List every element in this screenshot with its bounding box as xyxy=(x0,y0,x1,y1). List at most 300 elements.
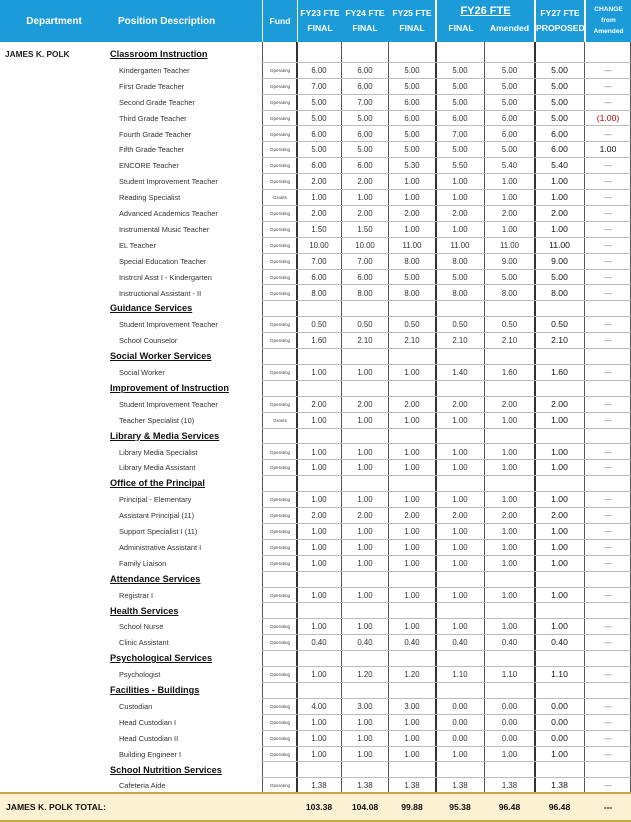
position-label: Third Grade Teacher xyxy=(119,113,187,123)
fund-label: Operating xyxy=(269,672,291,678)
value-fy25: 1.00 xyxy=(404,447,420,457)
position-label: Reading Specialist xyxy=(119,193,181,203)
value-fy27: 1.00 xyxy=(551,494,568,505)
fund-label: Operating xyxy=(269,624,291,630)
header-fund: Fund xyxy=(269,16,291,26)
value-fy25: 1.00 xyxy=(404,368,420,377)
value-change: --- xyxy=(604,463,612,473)
section-row xyxy=(0,47,631,63)
value-fy23: 1.00 xyxy=(311,447,327,457)
value-fy23: 1.00 xyxy=(311,463,327,473)
value-fy26-final: 0.00 xyxy=(452,733,468,743)
total-fy27: 96.48 xyxy=(548,802,571,812)
section-label: Facilities - Buildings xyxy=(110,685,200,695)
value-fy26-amended: 0.00 xyxy=(501,733,518,743)
value-fy25: 1.00 xyxy=(404,224,420,234)
value-fy25: 6.00 xyxy=(404,97,420,107)
position-label: Student Improvement Teacher xyxy=(119,177,218,187)
header-bg-fy27 xyxy=(536,0,584,42)
fund-label: Operating xyxy=(269,242,291,248)
value-fy26-final: 5.00 xyxy=(452,81,468,91)
value-fy24: 1.00 xyxy=(357,558,373,568)
table-row xyxy=(0,79,631,95)
position-label: ENCORE Teacher xyxy=(119,161,179,171)
fund-label: Operating xyxy=(269,99,291,105)
value-change: --- xyxy=(604,733,612,743)
value-fy24: 7.00 xyxy=(357,256,373,266)
value-change: --- xyxy=(604,558,612,568)
value-change: 1.00 xyxy=(599,144,617,155)
table-row xyxy=(0,619,631,635)
value-fy27: 1.60 xyxy=(551,367,568,377)
value-fy27: 1.00 xyxy=(551,589,568,600)
value-fy25: 1.00 xyxy=(404,495,420,505)
value-fy23: 2.00 xyxy=(311,511,327,521)
value-fy26-amended: 2.00 xyxy=(501,511,518,521)
value-fy23: 1.00 xyxy=(311,558,327,568)
table-row xyxy=(0,460,631,476)
header-fy27-bottom: PROPOSED xyxy=(536,23,585,33)
table-row xyxy=(0,190,631,206)
position-label: Custodian xyxy=(119,701,153,711)
position-label: Building Engineer I xyxy=(119,749,182,759)
value-fy24: 2.00 xyxy=(357,399,373,409)
value-fy27: 0.00 xyxy=(551,732,568,743)
value-fy26-final: 0.40 xyxy=(452,638,468,648)
value-fy24: 6.00 xyxy=(357,129,373,139)
table-row xyxy=(0,174,631,190)
fund-label: Operating xyxy=(269,497,291,503)
table-row xyxy=(0,445,631,461)
value-fy26-amended: 5.00 xyxy=(501,145,518,155)
value-fy23: 5.00 xyxy=(311,97,327,107)
value-fy23: 2.00 xyxy=(311,399,327,409)
value-fy27: 1.38 xyxy=(551,780,568,791)
section-row xyxy=(0,604,631,620)
fund-label: Operating xyxy=(269,274,291,280)
header-department: Department xyxy=(26,16,82,27)
value-fy25: 5.30 xyxy=(404,161,420,171)
section-label: Guidance Services xyxy=(110,303,193,314)
position-label: Clinic Assistant xyxy=(119,638,169,648)
fund-label: Operating xyxy=(269,719,291,725)
table-row xyxy=(0,286,631,302)
value-fy24: 1.38 xyxy=(357,781,373,791)
position-label: School Nurse xyxy=(119,622,164,632)
position-label: Student Improvement Teacher xyxy=(119,399,218,409)
value-fy23: 7.00 xyxy=(311,256,327,266)
fund-label: Operating xyxy=(269,370,291,375)
table-row xyxy=(0,317,631,333)
section-label: Library & Media Services xyxy=(110,430,220,441)
header-fy24-top: FY24 FTE xyxy=(345,8,385,18)
table-row xyxy=(0,508,631,524)
value-fy26-final: 1.00 xyxy=(452,749,468,759)
value-fy23: 0.40 xyxy=(311,638,327,648)
value-fy25: 1.38 xyxy=(404,781,420,791)
value-fy25: 11.00 xyxy=(402,240,422,250)
section-row xyxy=(0,349,631,365)
fund-label: Operating xyxy=(269,560,291,566)
value-fy26-final: 1.00 xyxy=(452,224,468,234)
value-fy25: 5.00 xyxy=(404,145,420,155)
value-fy26-amended: 1.00 xyxy=(501,749,518,759)
value-fy27: 5.00 xyxy=(551,112,568,123)
value-fy25: 6.00 xyxy=(404,113,420,123)
value-fy27: 1.00 xyxy=(551,462,568,473)
fund-label: Operating xyxy=(269,751,291,757)
fund-label: Operating xyxy=(269,258,291,264)
table-row xyxy=(0,63,631,79)
table-row xyxy=(0,333,631,349)
value-fy23: 1.00 xyxy=(311,193,327,203)
value-fy26-amended: 1.00 xyxy=(501,622,518,632)
value-change: --- xyxy=(604,81,612,91)
fund-label: Operating xyxy=(269,783,291,789)
value-fy25: 2.10 xyxy=(404,336,420,346)
value-change: --- xyxy=(604,717,612,727)
table-row xyxy=(0,588,631,604)
value-fy23: 6.00 xyxy=(311,272,327,282)
value-fy27: 0.50 xyxy=(551,319,568,330)
value-fy24: 1.00 xyxy=(357,368,373,377)
value-fy26-final: 1.10 xyxy=(452,670,468,680)
total-fy26-amended: 96.48 xyxy=(498,802,521,812)
table-row xyxy=(0,95,631,111)
value-fy27: 11.00 xyxy=(549,239,570,250)
value-fy26-amended: 1.10 xyxy=(501,670,518,680)
value-fy27: 1.00 xyxy=(551,192,568,203)
value-fy24: 2.00 xyxy=(357,511,373,521)
fund-label: Operating xyxy=(269,131,291,137)
fund-label: Operating xyxy=(269,163,291,169)
value-fy26-amended: 1.00 xyxy=(501,495,518,505)
table-row xyxy=(0,715,631,731)
section-label: School Nutrition Services xyxy=(110,764,222,775)
value-fy26-final: 7.00 xyxy=(452,129,468,139)
value-change: --- xyxy=(604,590,612,600)
value-fy23: 5.00 xyxy=(311,113,327,123)
fund-label: Operating xyxy=(269,226,291,232)
value-fy26-final: 1.40 xyxy=(452,368,468,377)
value-fy27: 1.00 xyxy=(551,526,568,536)
value-fy26-amended: 1.00 xyxy=(501,558,518,568)
header-change-3: Amended xyxy=(593,28,624,35)
value-fy27: 1.00 xyxy=(551,446,568,457)
value-fy27: 0.40 xyxy=(551,637,568,648)
value-fy24: 6.00 xyxy=(357,161,373,171)
value-fy26-amended: 1.00 xyxy=(501,542,518,552)
value-change: --- xyxy=(604,272,612,282)
position-label: Administrative Assistant I xyxy=(119,542,202,552)
value-fy26-final: 1.00 xyxy=(452,415,468,425)
value-fy27: 1.10 xyxy=(551,669,568,680)
total-label: JAMES K. POLK TOTAL: xyxy=(6,802,106,812)
value-change: --- xyxy=(604,193,612,203)
position-label: Second Grade Teacher xyxy=(119,97,195,107)
fund-label: Grants xyxy=(273,195,287,201)
section-label: Social Worker Services xyxy=(110,351,212,362)
position-label: Assistant Principal (11) xyxy=(119,511,195,521)
value-change: --- xyxy=(604,447,612,457)
value-fy26-amended: 1.38 xyxy=(501,781,518,791)
value-fy27: 1.00 xyxy=(551,176,568,187)
value-fy26-final: 1.00 xyxy=(452,542,468,552)
header-fy27-top: FY27 FTE xyxy=(540,8,580,18)
total-fy23: 103.38 xyxy=(305,802,333,812)
value-change: --- xyxy=(604,336,612,346)
value-fy27: 6.00 xyxy=(551,144,568,155)
value-fy23: 1.00 xyxy=(311,670,327,680)
value-fy24: 0.40 xyxy=(357,638,373,648)
fund-label: Operating xyxy=(269,67,291,73)
section-label: Attendance Services xyxy=(110,573,201,584)
table-row xyxy=(0,524,631,540)
value-fy23: 1.00 xyxy=(311,368,327,377)
value-fy27: 2.00 xyxy=(551,510,568,521)
header-bg-fy23-25 xyxy=(298,0,435,42)
position-label: School Counselor xyxy=(119,336,178,346)
value-fy27: 0.00 xyxy=(551,700,568,711)
header-fy25-top: FY25 FTE xyxy=(392,8,432,18)
value-fy26-amended: 6.00 xyxy=(501,129,518,139)
value-change: (1.00) xyxy=(596,112,620,123)
table-row xyxy=(0,731,631,747)
value-fy26-final: 1.00 xyxy=(452,447,468,457)
value-fy26-amended: 1.60 xyxy=(501,368,518,377)
value-fy26-amended: 1.00 xyxy=(501,463,518,473)
fund-label: Operating xyxy=(269,449,291,455)
position-label: Teacher Specialist (10) xyxy=(119,415,195,425)
header-change-1: CHANGE xyxy=(594,6,623,13)
position-label: Library Media Assistant xyxy=(119,463,196,473)
value-fy26-final: 0.00 xyxy=(452,717,468,727)
value-change: --- xyxy=(604,288,612,298)
value-fy23: 2.00 xyxy=(311,177,327,187)
table-row xyxy=(0,270,631,286)
header-fy23-top: FY23 FTE xyxy=(300,8,340,18)
value-fy23: 5.00 xyxy=(311,145,327,155)
position-label: Registrar I xyxy=(119,590,154,600)
table-row xyxy=(0,222,631,238)
value-fy27: 9.00 xyxy=(551,255,568,266)
value-fy26-amended: 0.00 xyxy=(501,701,518,711)
fund-label: Operating xyxy=(269,83,291,89)
fund-label: Operating xyxy=(269,290,291,296)
value-fy24: 2.10 xyxy=(357,336,373,346)
value-change: --- xyxy=(604,542,612,552)
value-fy26-final: 5.00 xyxy=(452,272,468,282)
value-fy26-amended: 9.00 xyxy=(501,256,518,266)
section-row xyxy=(0,429,631,445)
table-row xyxy=(0,365,631,381)
value-fy24: 0.50 xyxy=(357,320,373,330)
value-fy25: 1.00 xyxy=(404,193,420,203)
table-row xyxy=(0,111,631,127)
value-fy23: 1.00 xyxy=(311,749,327,759)
value-fy27: 5.00 xyxy=(551,271,568,282)
value-fy26-amended: 5.00 xyxy=(501,272,518,282)
section-row xyxy=(0,476,631,492)
value-fy26-final: 5.00 xyxy=(452,97,468,107)
header-fy26-amended: Amended xyxy=(489,23,530,33)
value-fy25: 1.00 xyxy=(404,717,420,727)
value-fy24: 1.00 xyxy=(357,415,373,425)
value-fy23: 1.50 xyxy=(311,224,327,234)
value-fy24: 8.00 xyxy=(357,288,373,298)
value-fy27: 6.00 xyxy=(551,128,568,139)
table-row xyxy=(0,540,631,556)
value-fy26-final: 0.00 xyxy=(452,701,468,711)
position-label: Head Custodian II xyxy=(119,733,179,743)
value-change: --- xyxy=(604,781,612,791)
value-fy27: 1.00 xyxy=(551,557,568,568)
value-change: --- xyxy=(604,209,612,218)
value-fy26-amended: 6.00 xyxy=(501,113,518,123)
value-fy27: 5.00 xyxy=(551,64,568,75)
value-fy23: 1.00 xyxy=(311,590,327,600)
value-change: --- xyxy=(604,415,612,425)
section-label: Classroom Instruction xyxy=(110,49,208,59)
table-row xyxy=(0,699,631,715)
value-fy23: 1.00 xyxy=(311,717,327,727)
value-fy23: 1.38 xyxy=(311,781,327,791)
value-fy26-amended: 2.10 xyxy=(501,336,518,346)
value-fy24: 1.00 xyxy=(357,717,373,727)
value-fy23: 6.00 xyxy=(311,161,327,171)
value-change: --- xyxy=(604,622,612,632)
table-row xyxy=(0,397,631,413)
value-fy24: 6.00 xyxy=(357,272,373,282)
position-label: Student Improvement Teacher xyxy=(119,320,218,330)
value-fy27: 2.00 xyxy=(551,398,568,409)
value-fy24: 2.00 xyxy=(357,177,373,187)
value-fy26-final: 6.00 xyxy=(452,113,468,123)
value-change: --- xyxy=(604,177,612,187)
value-fy24: 1.00 xyxy=(357,447,373,457)
value-fy24: 1.00 xyxy=(357,193,373,203)
position-label: Cafeteria Aide xyxy=(119,781,166,791)
section-row xyxy=(0,683,631,699)
value-fy26-final: 1.00 xyxy=(452,463,468,473)
value-change: --- xyxy=(604,511,612,521)
position-label: Instrumental Music Teacher xyxy=(119,224,210,234)
header-change-2: from xyxy=(601,17,616,24)
position-label: Fourth Grade Teacher xyxy=(119,129,192,139)
value-fy27: 1.00 xyxy=(551,748,568,759)
section-label: Improvement of Instruction xyxy=(110,382,229,393)
value-fy27: 0.00 xyxy=(551,716,568,727)
value-fy26-amended: 0.40 xyxy=(501,638,518,648)
value-fy25: 0.40 xyxy=(404,638,420,648)
value-fy26-final: 2.00 xyxy=(452,209,468,218)
value-fy24: 7.00 xyxy=(357,97,373,107)
header-fy26-final: FINAL xyxy=(448,23,474,33)
value-fy25: 2.00 xyxy=(404,209,420,218)
value-fy26-final: 11.00 xyxy=(450,240,470,250)
value-fy24: 10.00 xyxy=(355,240,375,250)
value-fy23: 1.00 xyxy=(311,733,327,743)
value-fy25: 1.00 xyxy=(404,622,420,632)
value-fy26-final: 5.00 xyxy=(452,145,468,155)
fund-label: Grants xyxy=(273,417,287,423)
position-label: Principal - Elementary xyxy=(119,495,192,505)
table-row xyxy=(0,206,631,222)
section-row xyxy=(0,381,631,397)
value-fy24: 1.00 xyxy=(357,542,373,552)
value-fy24: 1.00 xyxy=(357,527,373,536)
value-fy26-final: 2.10 xyxy=(452,336,468,346)
value-fy25: 1.00 xyxy=(404,590,420,600)
value-fy23: 6.00 xyxy=(311,129,327,139)
total-change: --- xyxy=(603,802,613,812)
value-fy24: 3.00 xyxy=(357,701,373,711)
value-change: --- xyxy=(604,670,612,680)
value-fy23: 1.00 xyxy=(311,527,327,536)
value-fy25: 1.00 xyxy=(404,177,420,187)
value-fy23: 1.60 xyxy=(311,336,327,346)
value-fy25: 0.50 xyxy=(404,320,420,330)
value-fy26-amended: 5.40 xyxy=(501,161,518,171)
position-label: EL Teacher xyxy=(119,240,156,250)
value-fy24: 5.00 xyxy=(357,145,373,155)
value-fy23: 1.00 xyxy=(311,495,327,505)
table-row xyxy=(0,747,631,763)
value-fy26-final: 1.00 xyxy=(452,177,468,187)
value-fy24: 1.20 xyxy=(357,670,373,680)
value-fy25: 1.20 xyxy=(404,670,420,680)
value-fy27: 2.10 xyxy=(551,335,568,346)
value-fy23: 1.00 xyxy=(311,415,327,425)
fund-label: Operating xyxy=(269,179,291,185)
table-row xyxy=(0,158,631,174)
value-fy26-final: 1.00 xyxy=(452,590,468,600)
value-fy26-amended: 0.50 xyxy=(501,320,518,330)
section-label: Office of the Principal xyxy=(110,478,205,489)
value-fy25: 5.00 xyxy=(404,272,420,282)
value-fy27: 2.00 xyxy=(551,208,568,218)
position-label: Advanced Academics Teacher xyxy=(119,209,218,218)
header-fy23-bottom: FINAL xyxy=(307,23,333,33)
value-fy26-final: 1.00 xyxy=(452,527,468,536)
value-change: --- xyxy=(604,320,612,330)
value-fy25: 1.00 xyxy=(404,415,420,425)
value-fy26-amended: 2.00 xyxy=(501,399,518,409)
header-fy26-top: FY26 FTE xyxy=(460,5,511,17)
value-fy25: 5.00 xyxy=(404,65,420,75)
value-fy25: 1.00 xyxy=(404,542,420,552)
fund-label: Operating xyxy=(269,211,291,216)
fund-label: Operating xyxy=(269,529,291,534)
table-row xyxy=(0,667,631,683)
value-fy23: 6.00 xyxy=(311,65,327,75)
total-fy26-final: 95.38 xyxy=(449,802,471,812)
value-fy24: 1.00 xyxy=(357,590,373,600)
position-label: Special Education Teacher xyxy=(119,256,207,266)
fund-label: Operating xyxy=(269,115,291,121)
value-fy26-amended: 1.00 xyxy=(501,177,518,187)
fund-label: Operating xyxy=(269,640,291,646)
value-fy24: 1.00 xyxy=(357,733,373,743)
value-fy26-final: 5.50 xyxy=(452,161,468,171)
position-label: Head Custodian I xyxy=(119,717,177,727)
value-fy27: 5.00 xyxy=(551,80,568,91)
value-change: --- xyxy=(604,224,612,234)
value-fy26-amended: 1.00 xyxy=(501,415,518,425)
table-row xyxy=(0,254,631,270)
value-fy27: 1.00 xyxy=(551,223,568,234)
value-fy26-amended: 5.00 xyxy=(501,81,518,91)
